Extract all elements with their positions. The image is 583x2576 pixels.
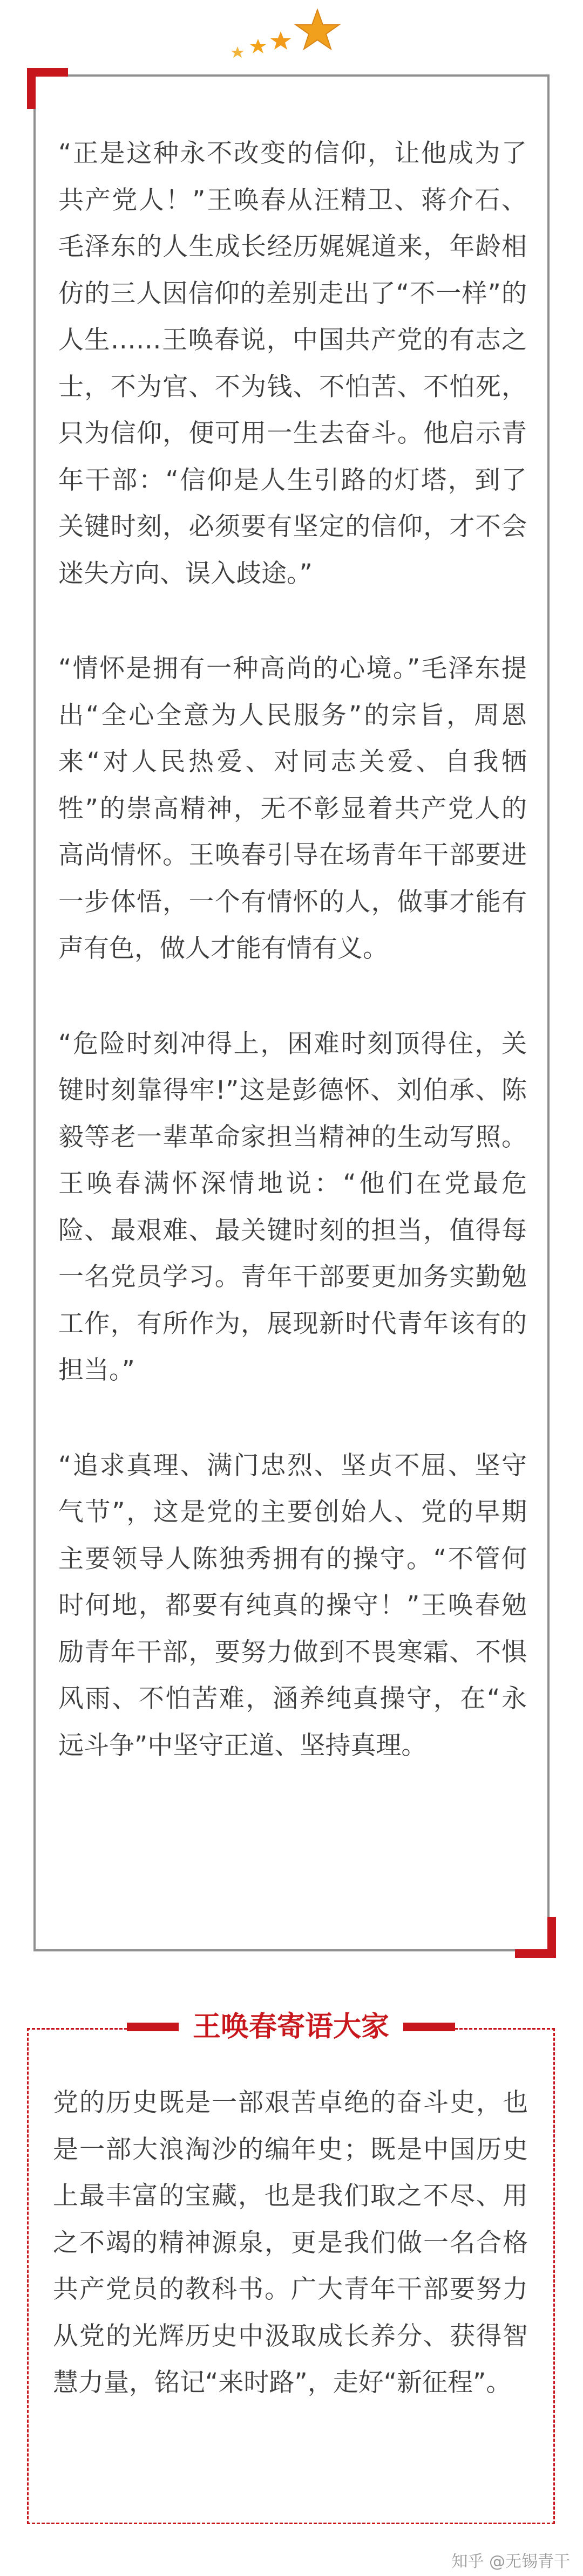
quote-text: 党的历史既是一部艰苦卓绝的奋斗史，也是一部大浪淘沙的编年史；既是中国历史上最丰富的宝藏，也是我们取之不尽、用之不竭的精神源泉，更是我们做一名合格共产党员的教科书。广大青年干部要努力从党的光辉历史中汲取成长养分、获得智慧力量，铭记“来时路”，走好“新征程”。 xyxy=(53,2088,528,2397)
quote-title-row xyxy=(27,2011,555,2043)
corner-accent-bottom-right-vertical xyxy=(547,1917,556,1958)
corner-accent-top-left-vertical xyxy=(27,68,36,109)
quote-title: 王唤春寄语大家 xyxy=(179,2011,403,2043)
watermark: 知乎 @无锡青干 xyxy=(451,2552,570,2571)
title-bar-left xyxy=(127,2023,179,2031)
main-article xyxy=(58,131,527,1818)
title-bar-right xyxy=(403,2023,455,2031)
paragraph: “情怀是拥有一种高尚的心境。”毛泽东提出“全心全意为人民服务”的宗旨，周恩来“对人民热爱、对同志关爱、自我牺牲”的崇高精神，无不彰显着共产党人的高尚情怀。王唤春引导在场青年干部要进一步体悟，一个有情怀的人，做事才能有声有色，做人才能有情有义。 xyxy=(58,654,527,963)
stars-decoration xyxy=(227,8,367,72)
paragraph: “危险时刻冲得上，困难时刻顶得住，关键时刻靠得牢!”这是彭德怀、刘伯承、陈毅等老一辈革命家担当精神的生动写照。 王唤春满怀深情地说：“他们在党最危险、最艰难、最关键时刻的担当，值得每一名党员学习。青年干部要更加务实勤勉工作，有所作为，展现新时代青年该有的担当。” xyxy=(58,1029,527,1385)
star-icon xyxy=(231,46,244,58)
paragraph: “正是这种永不改变的信仰，让他成为了共产党人！”王唤春从汪精卫、蒋介石、毛泽东的人生成长经历娓娓道来，年龄相仿的三人因信仰的差别走出了“不一样”的人生……王唤春说，中国共产党的有志之士，不为官、不为钱、不怕苦、不怕死，只为信仰，便可用一生去奋斗。他启示青年干部：“信仰是人生引路的灯塔，到了关键时刻，必须要有坚定的信仰，才不会迷失方向、误入歧途。” xyxy=(58,139,527,588)
star-icon xyxy=(296,10,339,49)
paragraph: “追求真理、满门忠烈、坚贞不屈、坚守气节”，这是党的主要创始人、党的早期主要领导人陈独秀拥有的操守。“不管何时何地，都要有纯真的操守！”王唤春勉励青年干部，要努力做到不畏寒霜、不惧风雨、不怕苦难，涵养纯真操守，在“永远斗争”中坚守正道、坚持真理。 xyxy=(58,1450,527,1760)
star-icon xyxy=(270,31,291,50)
star-icon xyxy=(250,39,266,53)
